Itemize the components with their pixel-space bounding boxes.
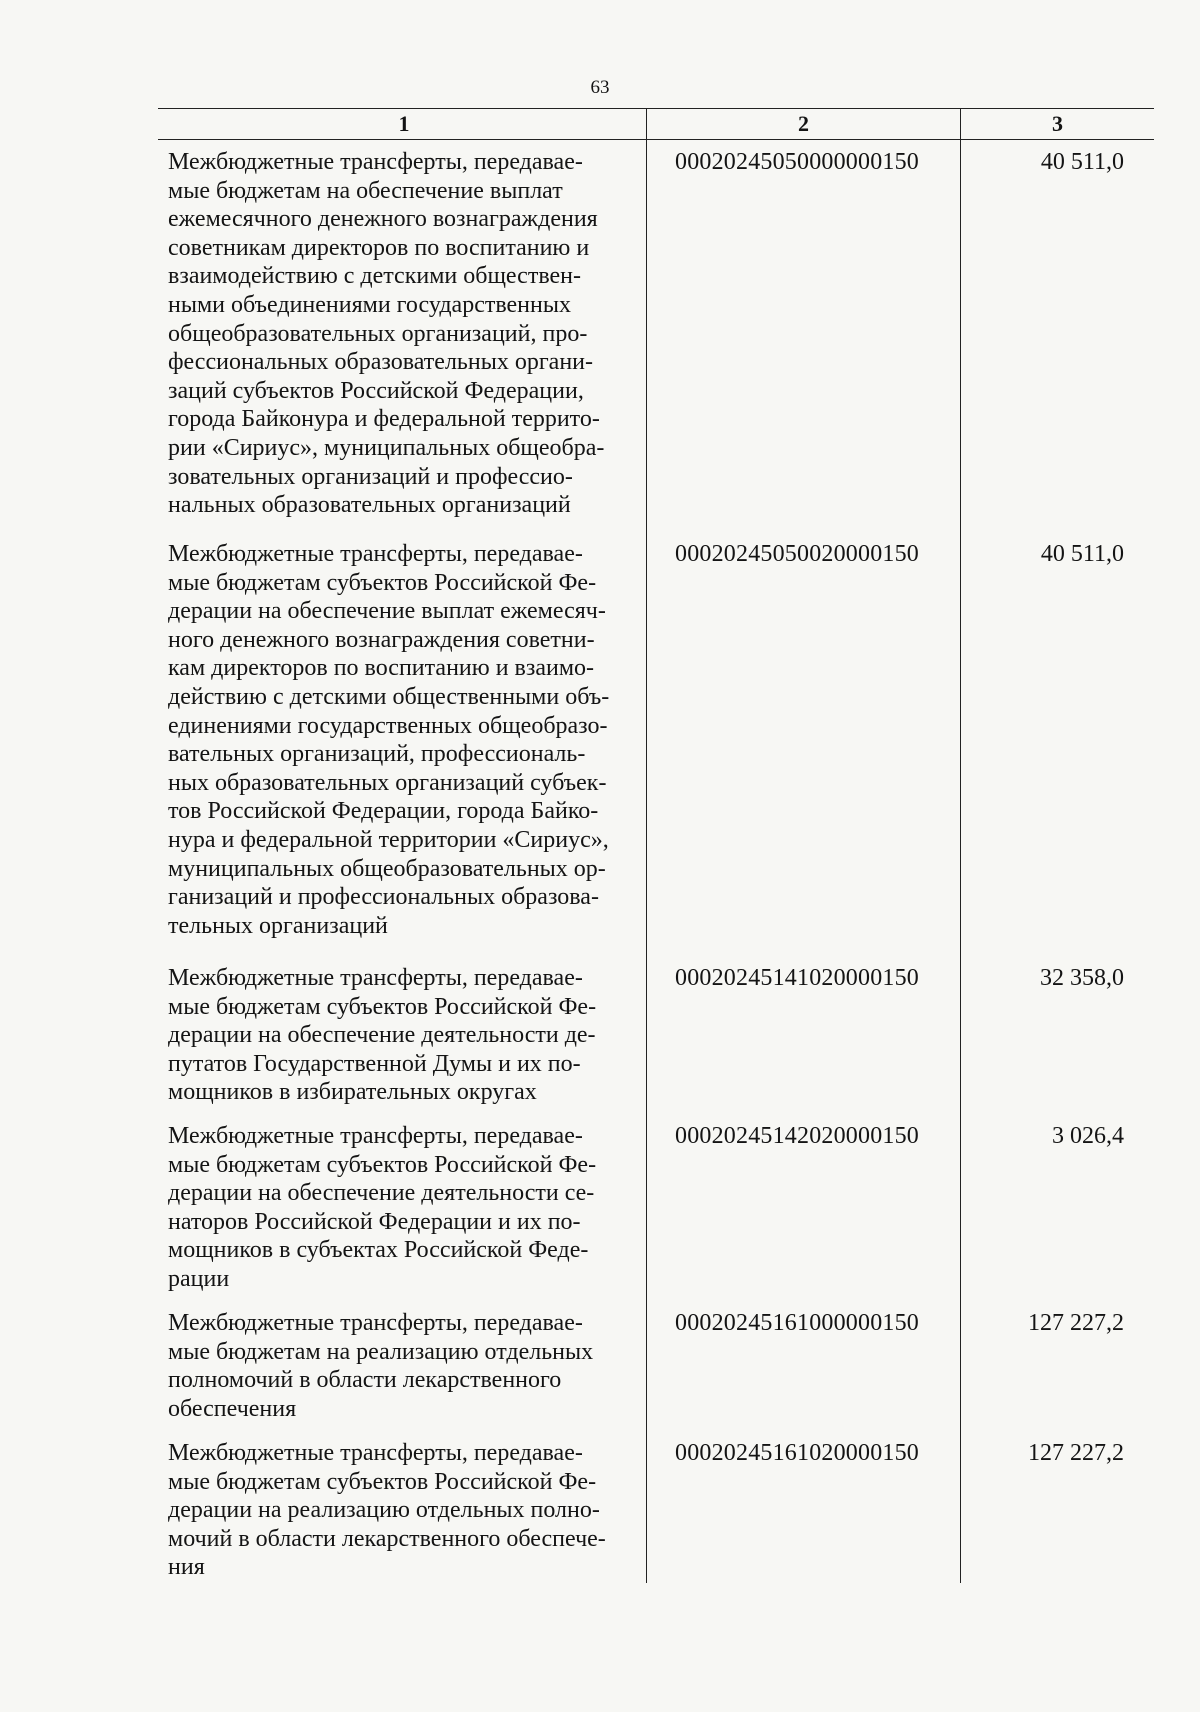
description-line: ганизаций и профессиональных образова- bbox=[168, 884, 599, 911]
description-line: вательных организаций, профессиональ- bbox=[168, 741, 586, 768]
description-line: обеспечения bbox=[168, 1395, 297, 1422]
row-description bbox=[158, 956, 646, 1114]
description-line: ежемесячного денежного вознаграждения bbox=[168, 206, 598, 233]
description-line: фессиональных образовательных органи- bbox=[168, 349, 594, 376]
description-line: путатов Государственной Думы и их по- bbox=[168, 1050, 581, 1077]
description-line: ного денежного вознаграждения советни- bbox=[168, 626, 595, 653]
page-number: 63 bbox=[590, 77, 610, 98]
table-row bbox=[158, 956, 1154, 1114]
description-line: нальных образовательных организаций bbox=[168, 492, 571, 519]
row-description bbox=[158, 1301, 646, 1431]
header-col-2: 2 bbox=[646, 109, 960, 139]
row-code: 00020245050000000150 bbox=[646, 140, 960, 532]
description-line: мые бюджетам субъектов Российской Фе- bbox=[168, 569, 597, 596]
row-amount: 127 227,2 bbox=[960, 1301, 1154, 1431]
description-line: мые бюджетам на реализацию отдельных bbox=[168, 1338, 594, 1365]
description-line: полномочий в области лекарственного bbox=[168, 1367, 562, 1394]
description-line: рии «Сириус», муниципальных общеобра- bbox=[168, 434, 605, 461]
description-line: советникам директоров по воспитанию и bbox=[168, 234, 590, 261]
description-line: наторов Российской Федерации и их по- bbox=[168, 1208, 581, 1235]
description-line: нура и федеральной территории «Сириус», bbox=[168, 826, 609, 853]
description-line: города Байконура и федеральной террито- bbox=[168, 406, 600, 433]
description-line: тельных организаций bbox=[168, 912, 388, 939]
row-code: 00020245161000000150 bbox=[646, 1301, 960, 1431]
budget-table bbox=[158, 108, 1154, 1583]
description-line: мощников в избирательных округах bbox=[168, 1079, 537, 1106]
row-amount: 3 026,4 bbox=[960, 1114, 1154, 1301]
row-description bbox=[158, 1114, 646, 1301]
description-line: зовательных организаций и профессио- bbox=[168, 463, 573, 490]
row-description bbox=[158, 1431, 646, 1583]
description-line: Межбюджетные трансферты, передавае- bbox=[168, 149, 583, 175]
description-line: Межбюджетные трансферты, передавае- bbox=[168, 1310, 583, 1336]
description-line: кам директоров по воспитанию и взаимо- bbox=[168, 655, 595, 682]
description-line: тов Российской Федерации, города Байко- bbox=[168, 798, 599, 825]
description-line: мые бюджетам на обеспечение выплат bbox=[168, 177, 563, 204]
row-code: 00020245141020000150 bbox=[646, 956, 960, 1114]
row-amount: 40 511,0 bbox=[960, 140, 1154, 532]
header-col-3: 3 bbox=[960, 109, 1154, 139]
table-row bbox=[158, 1301, 1154, 1431]
description-line: дерации на реализацию отдельных полно- bbox=[168, 1497, 600, 1524]
row-description bbox=[158, 140, 646, 532]
row-amount: 127 227,2 bbox=[960, 1431, 1154, 1583]
description-line: единениями государственных общеобразо- bbox=[168, 712, 608, 739]
row-amount: 32 358,0 bbox=[960, 956, 1154, 1114]
description-line: Межбюджетные трансферты, передавае- bbox=[168, 1440, 583, 1466]
table-row bbox=[158, 532, 1154, 956]
row-code: 00020245161020000150 bbox=[646, 1431, 960, 1583]
row-amount: 40 511,0 bbox=[960, 532, 1154, 956]
description-line: рации bbox=[168, 1265, 230, 1292]
description-line: муниципальных общеобразовательных ор- bbox=[168, 855, 606, 882]
description-line: дерации на обеспечение деятельности де- bbox=[168, 1022, 596, 1049]
description-line: общеобразовательных организаций, про- bbox=[168, 320, 588, 347]
description-line: мощников в субъектах Российской Феде- bbox=[168, 1237, 589, 1264]
description-line: ния bbox=[168, 1554, 205, 1581]
row-code: 00020245050020000150 bbox=[646, 532, 960, 956]
table-header bbox=[158, 108, 1154, 140]
description-line: мые бюджетам субъектов Российской Фе- bbox=[168, 1151, 597, 1178]
description-line: ных образовательных организаций субъек- bbox=[168, 769, 607, 796]
row-description bbox=[158, 532, 646, 956]
table-row bbox=[158, 140, 1154, 532]
description-line: Межбюджетные трансферты, передавае- bbox=[168, 1123, 583, 1149]
description-line: мые бюджетам субъектов Российской Фе- bbox=[168, 1468, 597, 1495]
description-line: действию с детскими общественными объ- bbox=[168, 683, 610, 710]
header-col-1: 1 bbox=[398, 111, 410, 136]
description-line: Межбюджетные трансферты, передавае- bbox=[168, 541, 583, 567]
description-line: мые бюджетам субъектов Российской Фе- bbox=[168, 993, 597, 1020]
table-row bbox=[158, 1114, 1154, 1301]
description-line: взаимодействию с детскими обществен- bbox=[168, 263, 582, 290]
description-line: дерации на обеспечение деятельности се- bbox=[168, 1180, 595, 1207]
description-line: мочий в области лекарственного обеспече- bbox=[168, 1525, 606, 1552]
row-code: 00020245142020000150 bbox=[646, 1114, 960, 1301]
description-line: ными объединениями государственных bbox=[168, 291, 571, 318]
description-line: дерации на обеспечение выплат ежемесяч- bbox=[168, 598, 606, 625]
description-line: заций субъектов Российской Федерации, bbox=[168, 377, 584, 404]
description-line: Межбюджетные трансферты, передавае- bbox=[168, 965, 583, 991]
table-row bbox=[158, 1431, 1154, 1583]
